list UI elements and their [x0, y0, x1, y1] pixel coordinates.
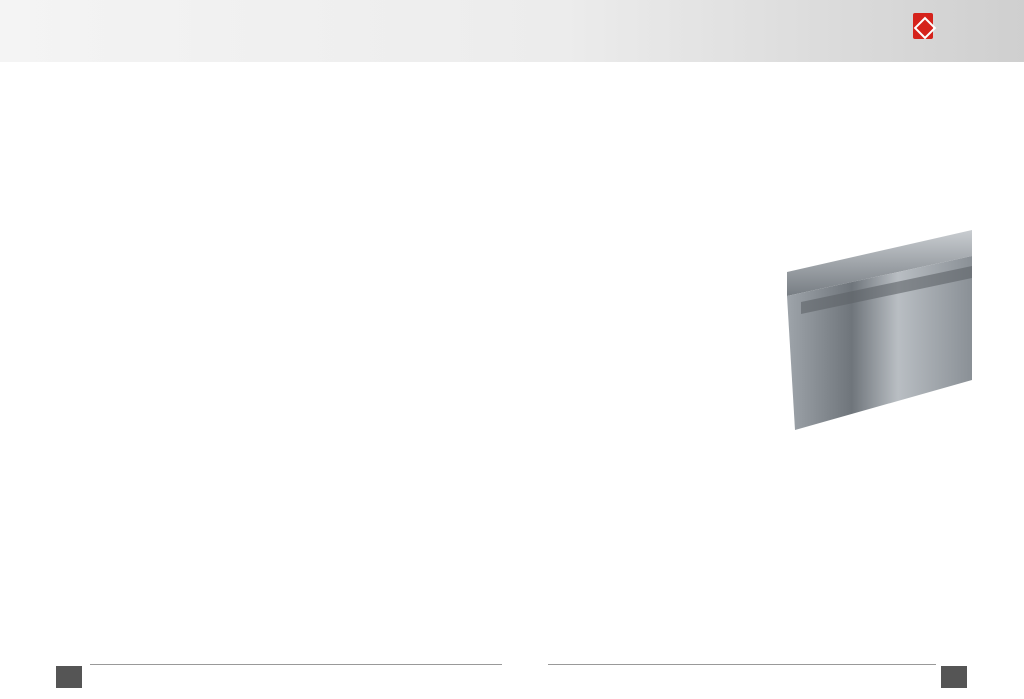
footer-rule-left	[90, 664, 502, 665]
page-number-right	[941, 666, 967, 688]
press-brake-tool-photo	[787, 230, 972, 430]
page-header	[0, 0, 1024, 62]
footer-rule-right	[548, 664, 936, 665]
logo-mark-icon	[913, 13, 933, 39]
lzkcnc-logo	[913, 13, 999, 57]
page-number-left	[56, 666, 82, 688]
